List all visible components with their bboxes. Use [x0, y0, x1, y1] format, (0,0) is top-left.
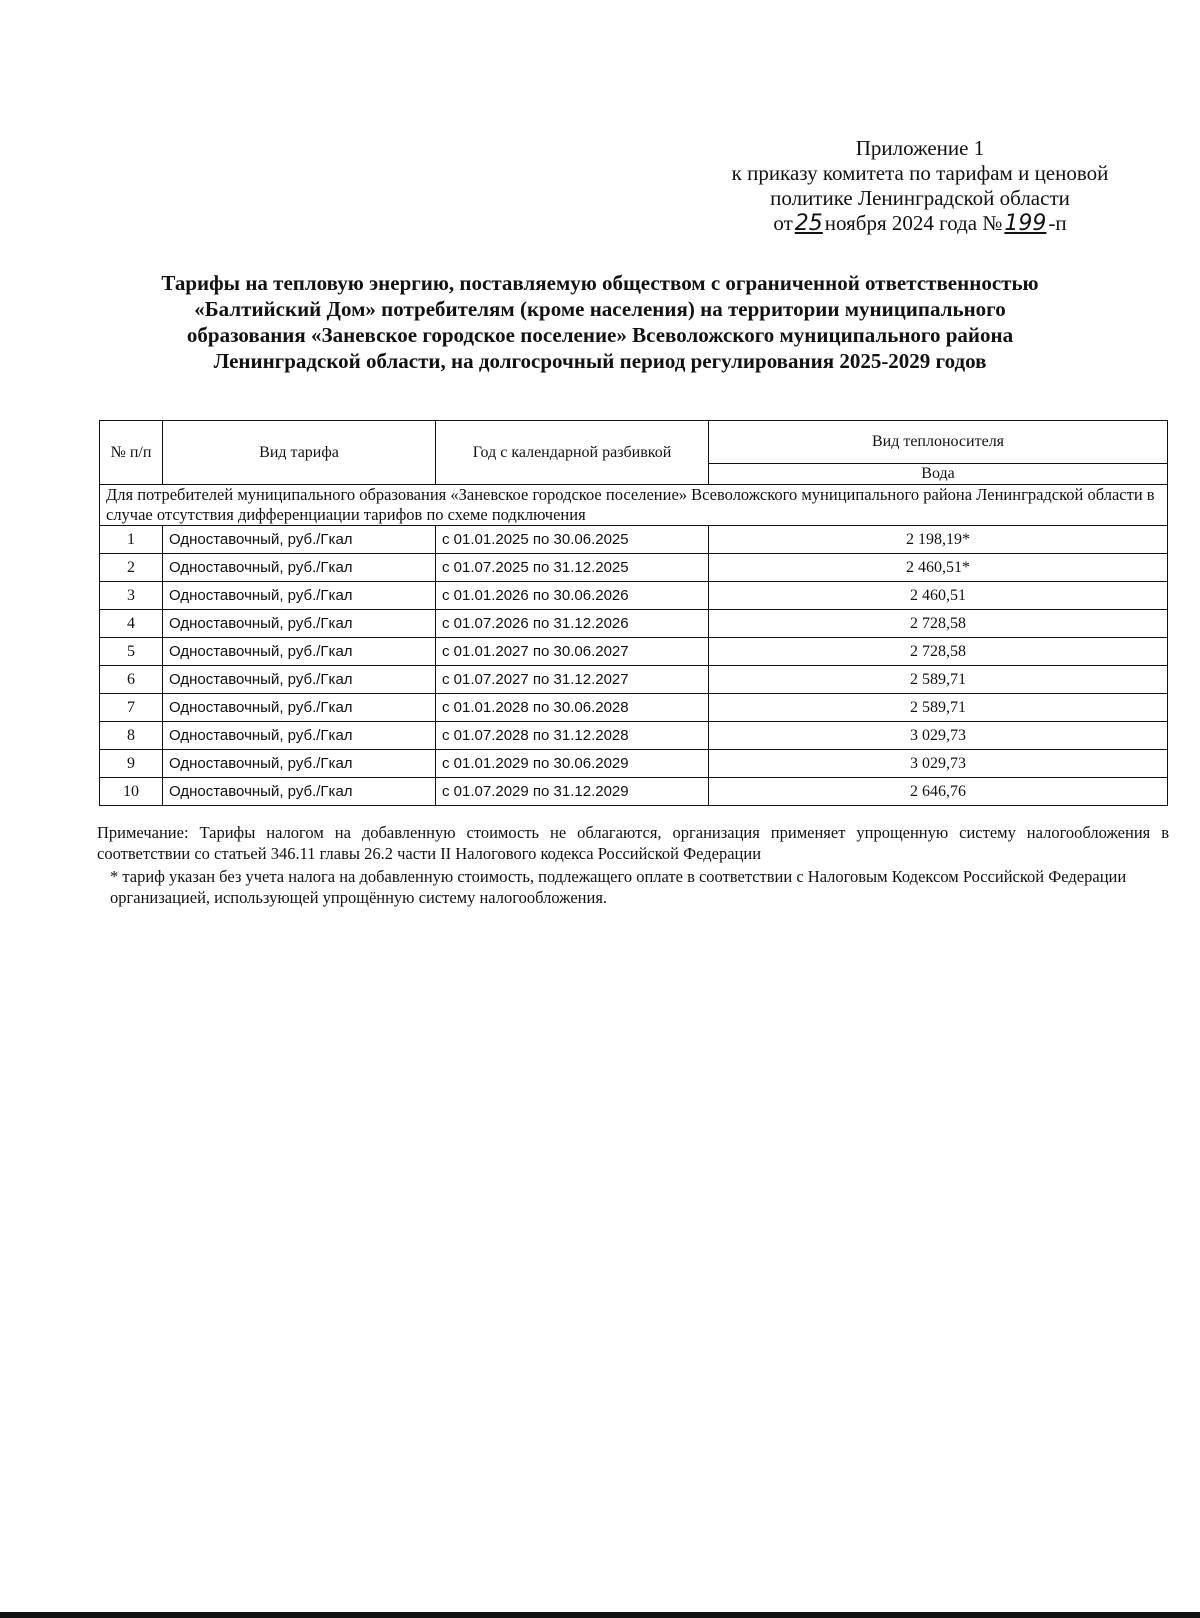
- row-period: с 01.01.2025 по 30.06.2025: [436, 526, 709, 554]
- row-num: 1: [100, 526, 163, 554]
- table-row: [100, 554, 1168, 582]
- header-tariff-kind: Вид тарифа: [163, 421, 436, 485]
- group-row: [100, 485, 1168, 526]
- row-value: 3 029,73: [709, 750, 1168, 778]
- title-line-3: образования «Заневское городское поселение» Всеволожского муниципального района: [186, 323, 1014, 347]
- date-rest: ноября 2024 года №: [824, 211, 1003, 235]
- date-prefix: от: [773, 211, 793, 235]
- row-tariff-kind: Одноставочный, руб./Гкал: [163, 582, 436, 610]
- row-tariff-kind: Одноставочный, руб./Гкал: [163, 526, 436, 554]
- title-line-4: Ленинградской области, на долгосрочный период регулирования 2025-2029 годов: [213, 349, 987, 373]
- row-tariff-kind: Одноставочный, руб./Гкал: [163, 694, 436, 722]
- row-num: 3: [100, 582, 163, 610]
- row-value: 2 646,76: [709, 778, 1168, 806]
- header-water: Вода: [709, 464, 1168, 485]
- table-row: [100, 638, 1168, 666]
- row-tariff-kind: Одноставочный, руб./Гкал: [163, 638, 436, 666]
- appendix-line-2: к приказу комитета по тарифам и ценовой: [731, 161, 1109, 185]
- row-period: с 01.07.2026 по 31.12.2026: [436, 610, 709, 638]
- row-tariff-kind: Одноставочный, руб./Гкал: [163, 610, 436, 638]
- handwritten-order-number: 199: [1004, 211, 1047, 236]
- row-period: с 01.07.2027 по 31.12.2027: [436, 666, 709, 694]
- tariff-table: [99, 420, 1168, 806]
- row-num: 2: [100, 554, 163, 582]
- handwritten-day: 25: [794, 211, 823, 236]
- row-num: 4: [100, 610, 163, 638]
- row-value: 2 198,19*: [709, 526, 1168, 554]
- document-title: [100, 270, 1100, 374]
- appendix-line-1: Приложение 1: [855, 136, 985, 160]
- order-suffix: -п: [1048, 211, 1067, 235]
- table-row: [100, 694, 1168, 722]
- row-value: 2 728,58: [709, 638, 1168, 666]
- appendix-date-line: [690, 211, 1150, 236]
- row-tariff-kind: Одноставочный, руб./Гкал: [163, 750, 436, 778]
- row-period: с 01.07.2029 по 31.12.2029: [436, 778, 709, 806]
- row-value: 2 589,71: [709, 666, 1168, 694]
- row-num: 9: [100, 750, 163, 778]
- row-value: 2 460,51*: [709, 554, 1168, 582]
- row-num: 10: [100, 778, 163, 806]
- row-period: с 01.07.2025 по 31.12.2025: [436, 554, 709, 582]
- header-num: № п/п: [100, 421, 163, 485]
- row-period: с 01.01.2028 по 30.06.2028: [436, 694, 709, 722]
- row-tariff-kind: Одноставочный, руб./Гкал: [163, 554, 436, 582]
- table-row: [100, 610, 1168, 638]
- row-value: 2 460,51: [709, 582, 1168, 610]
- row-period: с 01.01.2029 по 30.06.2029: [436, 750, 709, 778]
- row-tariff-kind: Одноставочный, руб./Гкал: [163, 722, 436, 750]
- header-year: Год с календарной разбивкой: [436, 421, 709, 485]
- row-period: с 01.01.2026 по 30.06.2026: [436, 582, 709, 610]
- title-line-1: Тарифы на тепловую энергию, поставляемую обществом с ограниченной ответственностью: [161, 271, 1039, 295]
- row-period: с 01.01.2027 по 30.06.2027: [436, 638, 709, 666]
- row-num: 6: [100, 666, 163, 694]
- table-row: [100, 582, 1168, 610]
- row-num: 5: [100, 638, 163, 666]
- appendix-line-3: политике Ленинградской области: [770, 186, 1070, 210]
- row-value: 3 029,73: [709, 722, 1168, 750]
- table-row: [100, 778, 1168, 806]
- title-line-2: «Балтийский Дом» потребителям (кроме населения) на территории муниципального: [194, 297, 1006, 321]
- appendix-header: [690, 136, 1150, 236]
- row-period: с 01.07.2028 по 31.12.2028: [436, 722, 709, 750]
- row-num: 8: [100, 722, 163, 750]
- row-value: 2 728,58: [709, 610, 1168, 638]
- row-tariff-kind: Одноставочный, руб./Гкал: [163, 666, 436, 694]
- group-label: Для потребителей муниципального образования «Заневское городское поселение» Всеволожского муниципального района Ленинградской области в случае отсутствия дифференциации тарифов по схеме подключения: [100, 485, 1168, 526]
- footnote-text: * тариф указан без учета налога на добавленную стоимость, подлежащего оплате в соответствии с Налоговым Кодексом Российской Федерации организацией, использующей упрощённую систему налогообложения.: [110, 867, 1127, 907]
- row-value: 2 589,71: [709, 694, 1168, 722]
- row-num: 7: [100, 694, 163, 722]
- note-text: Примечание: Тарифы налогом на добавленную стоимость не облагаются, организация применяет упрощенную систему налогообложения в соответствии со статьей 346.11 главы 26.2 части II Налогового кодекса Российской Федерации: [97, 823, 1169, 863]
- row-tariff-kind: Одноставочный, руб./Гкал: [163, 778, 436, 806]
- table-row: [100, 666, 1168, 694]
- scan-edge-divider: [0, 1612, 1200, 1618]
- table-row: [100, 526, 1168, 554]
- table-row: [100, 750, 1168, 778]
- table-row: [100, 722, 1168, 750]
- header-heat-carrier: Вид теплоносителя: [709, 421, 1168, 464]
